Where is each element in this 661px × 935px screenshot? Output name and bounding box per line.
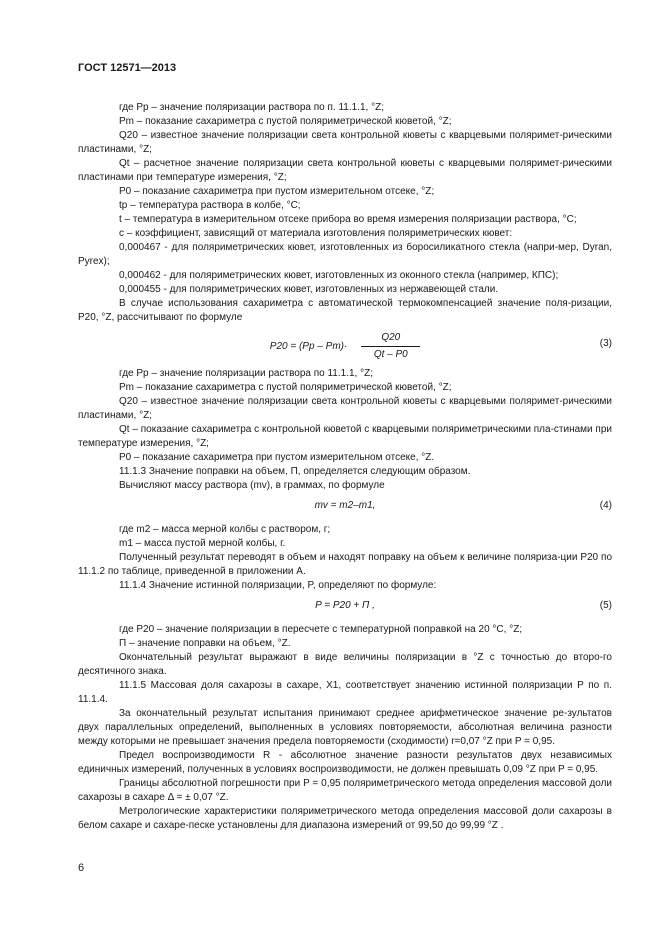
para: В случае использования сахариметра с автоматической термокомпенсацией значение поля-ризации, P20, °Z, рассчитывают по формуле [78, 298, 612, 323]
formula-3-number: (3) [599, 338, 612, 349]
para: Вычисляют массу раствора (mv), в граммах, по формуле [119, 480, 385, 491]
formula-5-body: P = P20 + П , [315, 600, 375, 611]
para: P0 – показание сахариметра при пустом измерительном отсеке, °Z; [119, 186, 435, 197]
para: Q20 – известное значение поляризации света контрольной кюветы с кварцевыми поляримет-рическими пластинами, °Z; [78, 396, 612, 421]
para: 0,000462 - для поляриметрических кювет, изготовленных из оконного стекла (например, КПС); [119, 270, 559, 281]
formula-5-number: (5) [599, 600, 612, 611]
formula-3-numerator: Q20 [361, 331, 420, 347]
para: 11.1.3 Значение поправки на объем, П, определяется следующим образом. [119, 466, 471, 477]
para: Pm – показание сахариметра с пустой поляриметрической кюветой, °Z; [119, 116, 452, 127]
formula-3-denominator: Qt – P0 [373, 349, 408, 360]
para: Qt – показание сахариметра с контрольной кюветой с кварцевыми поляриметрическими пла-стинами при температуре измерения, °Z; [78, 424, 612, 449]
para: где Pp – значение поляризации раствора по п. 11.1.1, °Z; [119, 102, 384, 113]
para: За окончательный результат испытания принимают среднее арифметическое значение ре-зультатов двух параллельных определений, выполненных в условиях повторяемости, абсолютная величина разности между которыми не превышает значения предела повторяемости (сходимости) r=0,07 °Z при P = 0,95. [78, 708, 612, 747]
para: 0,000455 - для поляриметрических кювет, изготовленных из нержавеющей стали. [119, 284, 499, 295]
para: c – коэффициент, зависящий от материала изготовления поляриметрических кювет: [119, 228, 513, 239]
para: 0,000467 - для поляриметрических кювет, изготовленных из боросиликатного стекла (напри-мер, Dyran, Pyrex); [78, 242, 612, 267]
document-header: ГОСТ 12571—2013 [78, 62, 177, 74]
para: Метрологические характеристики поляриметрического метода определения массовой доли сахарозы в белом сахаре и сахаре-песке установлены для диапазона измерений от 99,50 до 99,99 °Z . [78, 806, 612, 831]
para: где m2 – масса мерной колбы с раствором, г; [119, 524, 331, 535]
para: Q20 – известное значение поляризации света контрольной кюветы с кварцевыми поляримет-рическими пластинами, °Z; [78, 130, 612, 155]
formula-5 [78, 599, 612, 617]
para: 11.1.4 Значение истинной поляризации, P, определяют по формуле: [119, 580, 437, 591]
para: Границы абсолютной погрешности при P = 0,95 поляриметрического метода определения массовой доли сахарозы в сахаре Δ = ± 0,07 °Z. [78, 778, 612, 803]
para: Предел воспроизводимости R - абсолютное значение разности результатов двух независимых единичных измерений, полученных в условиях воспроизводимости, не должен превышать 0,09 °Z при P = 0,95. [78, 750, 612, 775]
para: t – температура в измерительном отсеке прибора во время измерения поляризации раствора, °C; [119, 214, 577, 225]
para: Окончательный результат выражают в виде величины поляризации в °Z с точностью до второ-го десятичного знака. [78, 652, 612, 677]
para: Qt – расчетное значение поляризации света контрольной кюветы с кварцевыми поляримет-рическими пластинами при температуре измерения, °Z; [78, 158, 612, 183]
para: Полученный результат переводят в объем и находят поправку на объем к величине поляриза-ции P20 по 11.1.2 по таблице, приведенной в приложении А. [78, 552, 612, 577]
para: tp – температура раствора в колбе, °C; [119, 200, 301, 211]
formula-4 [78, 499, 612, 517]
formula-4-body: mv = m2–m1, [314, 500, 376, 511]
para: где Pp – значение поляризации раствора по 11.1.1, °Z; [119, 368, 373, 379]
para: 11.1.5 Массовая доля сахарозы в сахаре, X1, соответствует значению истинной поляризации P по п. 11.1.4. [78, 680, 612, 705]
para: m1 – масса пустой мерной колбы, г. [119, 538, 286, 549]
document-body [78, 101, 612, 833]
para: P0 – показание сахариметра при пустом измерительном отсеке, °Z. [119, 452, 435, 463]
formula-3-fraction [361, 331, 420, 362]
formula-3 [78, 331, 612, 361]
para: где P20 – значение поляризации в пересчете с температурной поправкой на 20 °C, °Z; [119, 624, 523, 635]
page-number: 6 [78, 862, 85, 874]
para: Pm – показание сахариметра с пустой поляриметрической кюветой, °Z; [119, 382, 452, 393]
formula-4-number: (4) [599, 500, 612, 511]
para: П – значение поправки на объем, °Z. [119, 638, 291, 649]
formula-3-lhs: P20 = (Pp – Pm)· [269, 341, 348, 353]
